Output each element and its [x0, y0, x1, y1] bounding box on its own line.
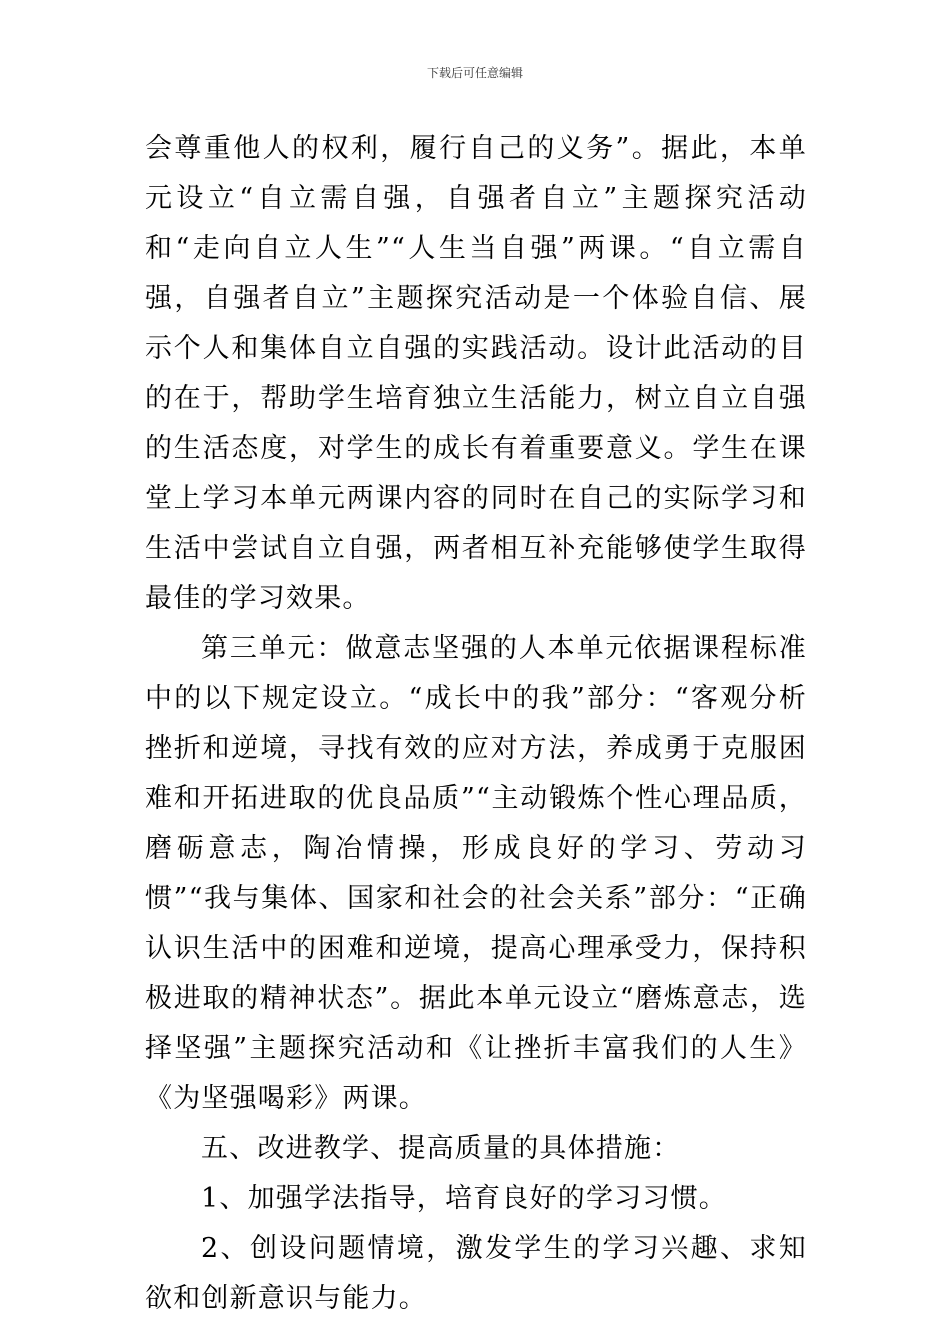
- section-heading-measures: 五、改进教学、提高质量的具体措施：: [201, 1133, 681, 1164]
- page-header: 下载后可任意编辑: [426, 66, 523, 80]
- document-body: [145, 124, 807, 1324]
- paragraph-unit-three: 第三单元：做意志坚强的人本单元依据课程标准中的以下规定设立。“成长中的我”部分：“客观分析挫折和逆境，寻找有效的应对方法，养成勇于克服困难和开拓进取的优良品质”“主动锻炼个性心理品质，磨砺意志，陶冶情操，形成良好的学习、劳动习惯”“我与集体、国家和社会的社会关系”部分：“正确认识生活中的困难和逆境，提高心理承受力，保持积极进取的精神状态”。据此本单元设立“磨炼意志，选择坚强”主题探究活动和《让挫折丰富我们的人生》《为坚强喝彩》两课。: [145, 633, 807, 1114]
- list-item-measure-2: 2、创设问题情境，激发学生的学习兴趣、求知欲和创新意识与能力。: [145, 1233, 807, 1314]
- paragraph-unit-two-continuation: 会尊重他人的权利，履行自己的义务”。据此，本单元设立“自立需自强，自强者自立”主题探究活动和“走向自立人生”“人生当自强”两课。“自立需自强，自强者自立”主题探究活动是一个体验自信、展示个人和集体自立自强的实践活动。设计此活动的目的在于，帮助学生培育独立生活能力，树立自立自强的生活态度，对学生的成长有着重要意义。学生在课堂上学习本单元两课内容的同时在自己的实际学习和生活中尝试自立自强，两者相互补充能够使学生取得最佳的学习效果。: [145, 133, 807, 614]
- list-item-measure-1: 1、加强学法指导，培育良好的学习习惯。: [201, 1183, 727, 1214]
